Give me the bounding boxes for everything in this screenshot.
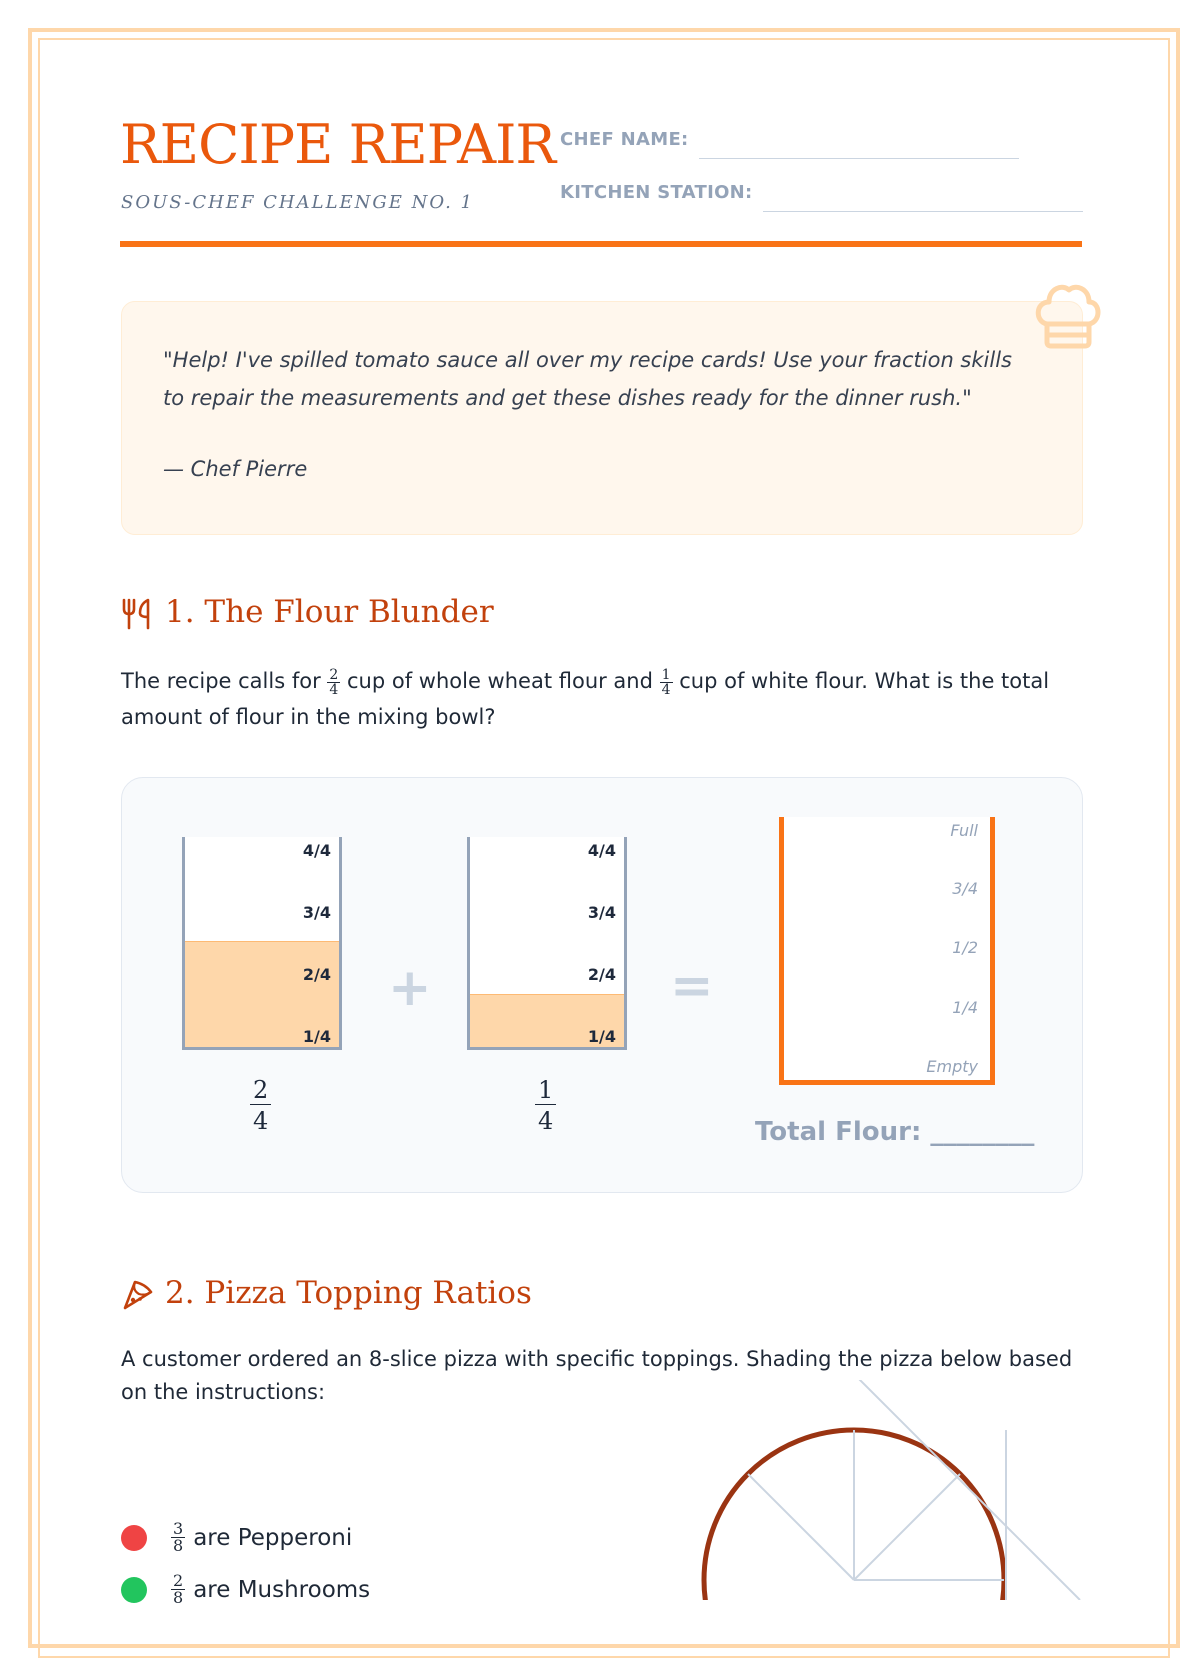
equals-sign: = (670, 956, 714, 1016)
cup-1-tick: 2/4 (302, 965, 331, 984)
quote-author: — Chef Pierre (163, 457, 308, 481)
mushroom-color-dot (121, 1577, 147, 1603)
topping-fraction: $\frac{3}{8}$ (173, 1519, 184, 1555)
pizza-diagram[interactable] (680, 1380, 1200, 1600)
header-rule (120, 241, 1082, 247)
bowl-tick: 1/4 (952, 998, 978, 1017)
topping-row (121, 1521, 352, 1554)
cup-2-tick: 1/4 (587, 1027, 616, 1046)
topping-row (121, 1573, 370, 1606)
pizza-slice-line (854, 1474, 960, 1580)
fraction-2-4: $\frac{2}{4}$ (329, 666, 339, 698)
cup-1-tick: 1/4 (302, 1027, 331, 1046)
section-2-problem: A customer ordered an 8-slice pizza with specific toppings. Shading the pizza below based on the instructions: (121, 1347, 1073, 1404)
topping-fraction: $\frac{2}{8}$ (173, 1571, 184, 1607)
pizza-icon (121, 1278, 155, 1312)
page-title: RECIPE REPAIR (120, 113, 556, 176)
cup-2-tick: 4/4 (587, 841, 616, 860)
topping-label: are Mushrooms (193, 1576, 371, 1603)
problem-text-1: The recipe calls for (121, 669, 321, 693)
chef-hat-icon (1033, 280, 1103, 352)
kitchen-station-label: KITCHEN STATION: (560, 182, 753, 203)
measuring-cup-1 (182, 837, 342, 1050)
topping-label: are Pepperoni (193, 1524, 353, 1551)
cup-1-label: $\frac{2}{4}$ (250, 1078, 271, 1133)
cup-2-tick: 3/4 (587, 903, 616, 922)
problem-text-2: cup of whole wheat flour and (347, 669, 653, 693)
fraction-1-4: $\frac{1}{4}$ (661, 666, 671, 698)
cup-2-tick: 2/4 (587, 965, 616, 984)
quote-text: "Help! I've spilled tomato sauce all over my recipe cards! Use your fraction skills to repair the measurements and get these dishes ready for the dinner rush." (163, 348, 1012, 410)
quote-box (121, 301, 1083, 535)
pepperoni-color-dot (121, 1525, 147, 1551)
page-subtitle: SOUS-CHEF CHALLENGE NO. 1 (121, 192, 475, 213)
bowl-tick: 3/4 (952, 879, 978, 898)
utensils-icon (121, 597, 155, 631)
pizza-slice-line (748, 1474, 854, 1580)
cup-1-tick: 3/4 (302, 903, 331, 922)
section-2-heading: 2. Pizza Topping Ratios (165, 1275, 532, 1311)
bowl-tick: Full (950, 821, 978, 840)
bowl-tick: Empty (926, 1057, 978, 1076)
section-1-problem (121, 663, 1081, 735)
pizza-guide-line (855, 1380, 1080, 1600)
bowl-tick: 1/2 (952, 938, 978, 957)
cup-2-label: $\frac{1}{4}$ (535, 1078, 556, 1133)
kitchen-station-field[interactable] (763, 211, 1083, 212)
section-1-heading: 1. The Flour Blunder (165, 594, 494, 630)
total-flour-answer[interactable]: Total Flour: ________ (755, 1117, 1035, 1147)
problem-text-3: cup of white flour. What is the total amount of flour in the mixing bowl? (121, 669, 1050, 729)
mixing-bowl[interactable] (779, 817, 995, 1085)
measuring-cup-2 (467, 837, 627, 1050)
cup-1-tick: 4/4 (302, 841, 331, 860)
plus-sign: + (388, 958, 432, 1018)
chef-name-field[interactable] (699, 158, 1019, 159)
chef-name-label: CHEF NAME: (560, 129, 689, 150)
